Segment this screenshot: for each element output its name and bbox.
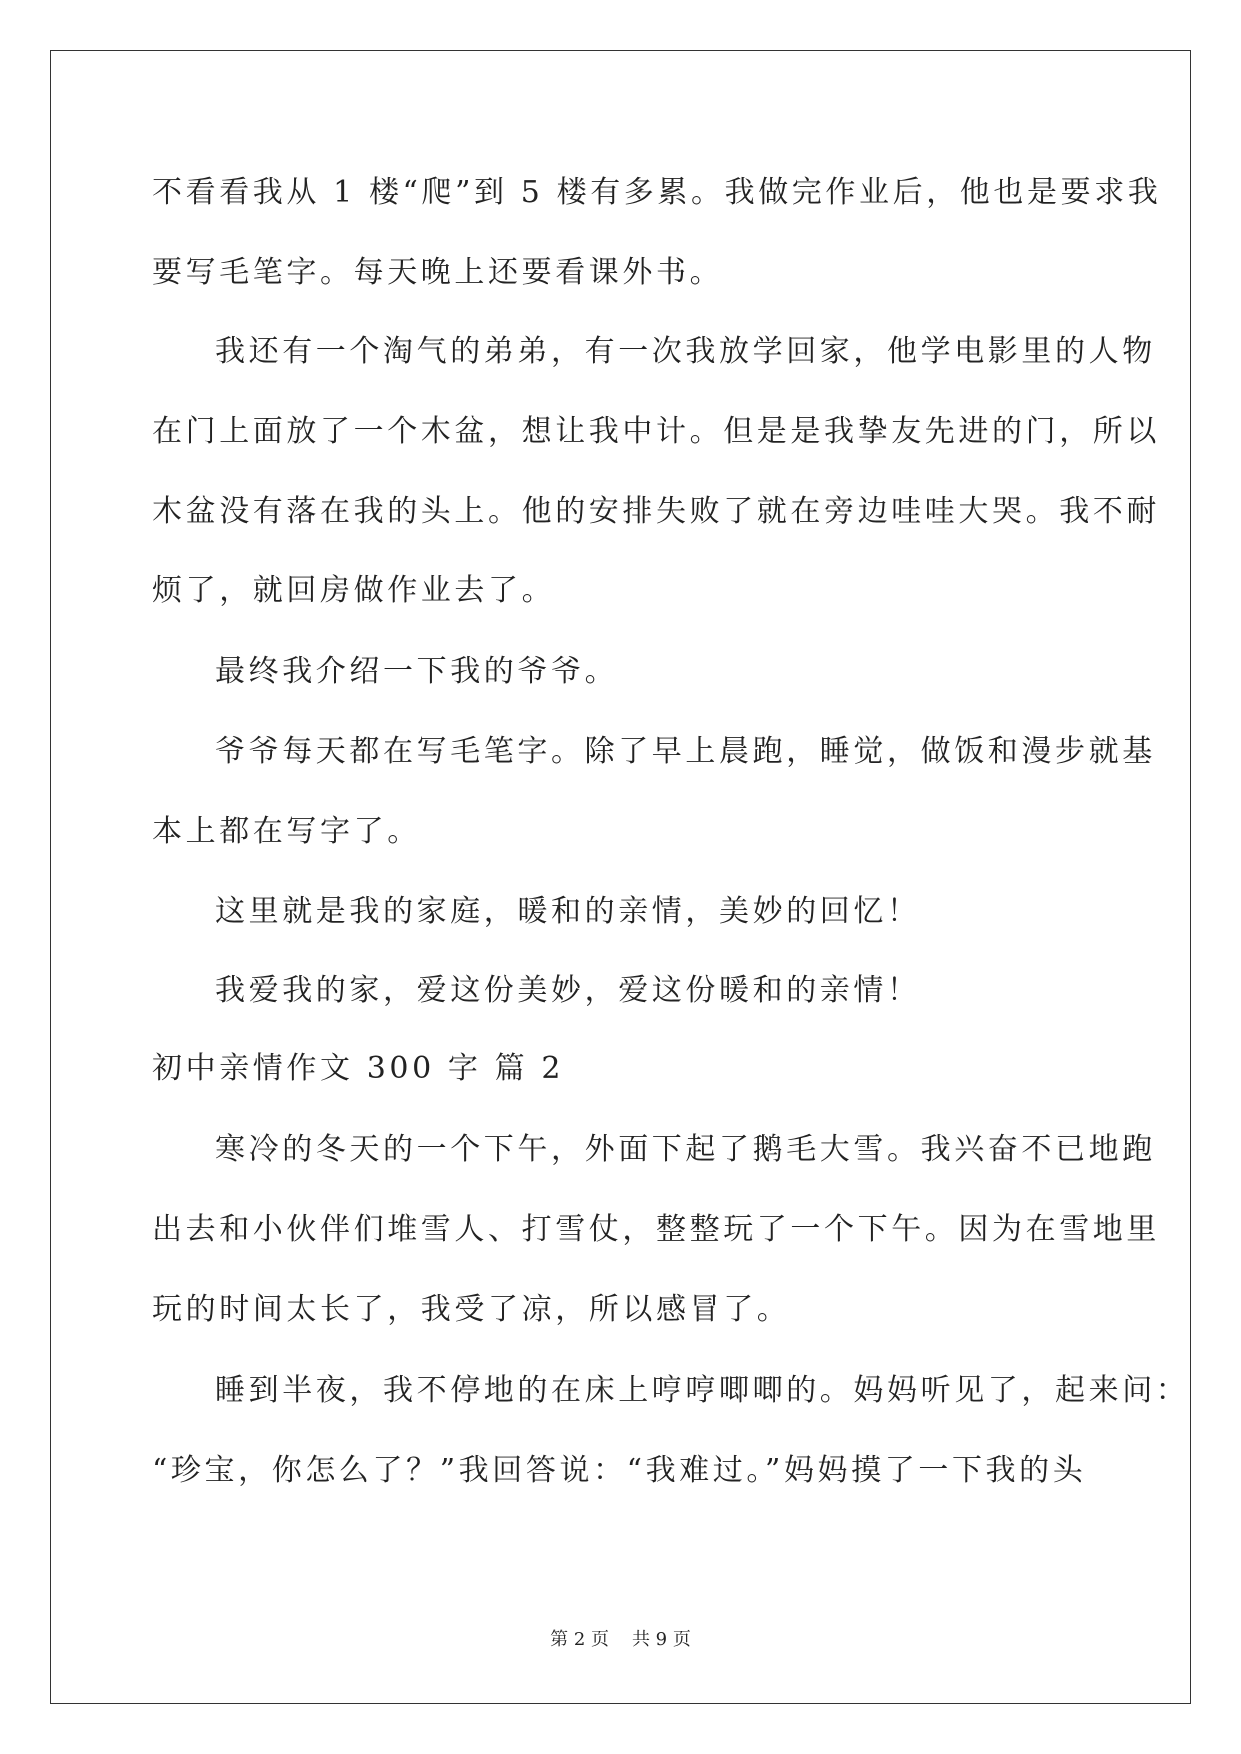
page-number: 第 2 页 bbox=[550, 1629, 610, 1650]
text-line: 这里就是我的家庭，暖和的亲情，美妙的回忆！ bbox=[215, 894, 921, 929]
text-line: 玩的时间太长了，我受了凉，所以感冒了。 bbox=[152, 1292, 791, 1327]
text-line: 寒冷的冬天的一个下午，外面下起了鹅毛大雪。我兴奋不已地跑 bbox=[215, 1132, 1156, 1167]
text-line: 睡到半夜，我不停地的在床上哼哼唧唧的。妈妈听见了，起来问： bbox=[215, 1373, 1190, 1408]
page-footer bbox=[0, 1625, 1241, 1651]
text-line: 本上都在写字了。 bbox=[152, 814, 421, 849]
text-line: “珍宝，你怎么了？”我回答说：“我难过。”妈妈摸了一下我的头 bbox=[152, 1453, 1087, 1488]
text-line: 不看看我从 1 楼“爬”到 5 楼有多累。我做完作业后，他也是要求我 bbox=[152, 175, 1162, 210]
text-line: 爷爷每天都在写毛笔字。除了早上晨跑，睡觉，做饭和漫步就基 bbox=[215, 734, 1156, 769]
text-line: 最终我介绍一下我的爷爷。 bbox=[215, 654, 619, 689]
section-heading: 初中亲情作文 300 字 篇 2 bbox=[152, 1051, 565, 1086]
text-line: 要写毛笔字。每天晚上还要看课外书。 bbox=[152, 255, 724, 290]
text-line: 木盆没有落在我的头上。他的安排失败了就在旁边哇哇大哭。我不耐 bbox=[152, 494, 1160, 529]
text-line: 我还有一个淘气的弟弟，有一次我放学回家，他学电影里的人物 bbox=[215, 334, 1156, 369]
page-total: 共 9 页 bbox=[631, 1629, 691, 1650]
text-line: 烦了，就回房做作业去了。 bbox=[152, 573, 556, 608]
text-line: 在门上面放了一个木盆，想让我中计。但是是我挚友先进的门，所以 bbox=[152, 414, 1160, 449]
text-line: 出去和小伙伴们堆雪人、打雪仗，整整玩了一个下午。因为在雪地里 bbox=[152, 1212, 1160, 1247]
text-line: 我爱我的家，爱这份美妙，爱这份暖和的亲情！ bbox=[215, 973, 921, 1008]
